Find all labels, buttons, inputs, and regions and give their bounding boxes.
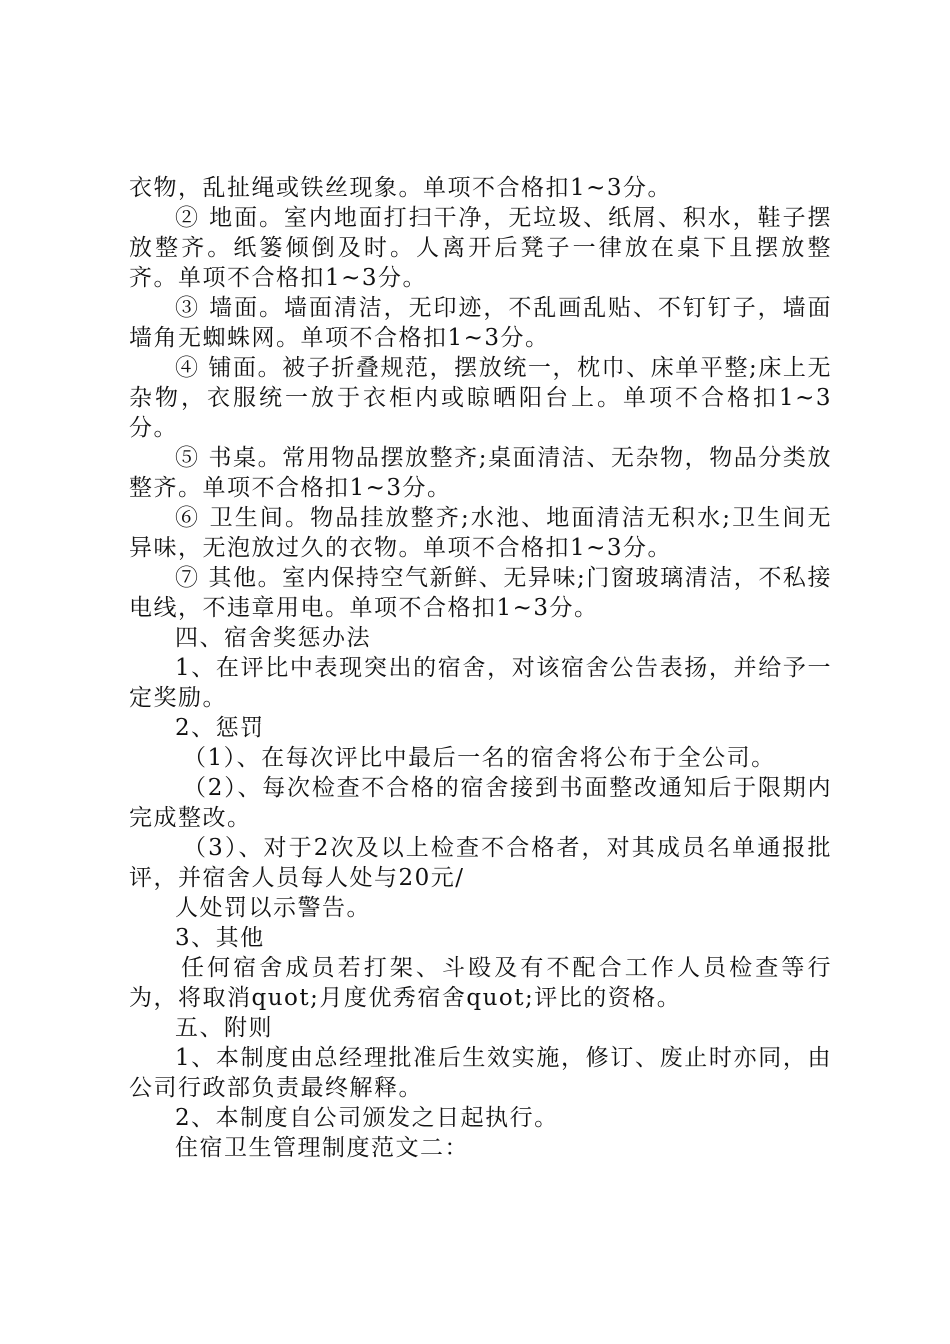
subsection-heading: 3、其他 [175,925,265,951]
paragraph: 人处罚以示警告。 [175,895,371,921]
section-heading: 四、宿舍奖惩办法 [175,625,371,651]
paragraph: 2、本制度自公司颁发之日起执行。 [175,1105,559,1131]
paragraph: ⑦ 其他。室内保持空气新鲜、无异味;门窗玻璃清洁，不私接电线，不违章用电。单项不合格扣1~3分。 [129,565,832,621]
paragraph: 衣物，乱扯绳或铁丝现象。单项不合格扣1~3分。 [129,175,673,201]
paragraph: ⑤ 书桌。常用物品摆放整齐;桌面清洁、无杂物，物品分类放整齐。单项不合格扣1~3分。 [129,445,832,501]
paragraph: （1）、在每次评比中最后一名的宿舍将公布于全公司。 [183,745,776,771]
paragraph: 1、在评比中表现突出的宿舍，对该宿舍公告表扬，并给予一定奖励。 [129,655,832,711]
subsection-heading: 2、惩罚 [175,715,265,741]
paragraph: ⑥ 卫生间。物品挂放整齐;水池、地面清洁无积水;卫生间无异味，无泡放过久的衣物。单项不合格扣1~3分。 [129,505,832,561]
paragraph: （2）、每次检查不合格的宿舍接到书面整改通知后于限期内完成整改。 [129,775,832,831]
paragraph: ③ 墙面。墙面清洁，无印迹，不乱画乱贴、不钉钉子，墙面墙角无蜘蛛网。单项不合格扣1~3分。 [129,295,832,351]
paragraph: 1、本制度由总经理批准后生效实施，修订、废止时亦同，由公司行政部负责最终解释。 [129,1045,832,1101]
paragraph: 住宿卫生管理制度范文二： [175,1135,469,1161]
paragraph: ② 地面。室内地面打扫干净，无垃圾、纸屑、积水，鞋子摆放整齐。纸篓倾倒及时。人离开后凳子一律放在桌下且摆放整齐。单项不合格扣1~3分。 [129,205,832,291]
paragraph: ④ 铺面。被子折叠规范，摆放统一，枕巾、床单平整;床上无杂物，衣服统一放于衣柜内或晾晒阳台上。单项不合格扣1~3分。 [129,355,832,441]
paragraph: （3）、对于2次及以上检查不合格者，对其成员名单通报批评，并宿舍人员每人处与20元/ [129,835,832,891]
document-body [129,173,832,1163]
paragraph: 任何宿舍成员若打架、斗殴及有不配合工作人员检查等行为，将取消quot;月度优秀宿舍quot;评比的资格。 [129,955,832,1011]
section-heading: 五、附则 [175,1015,273,1041]
